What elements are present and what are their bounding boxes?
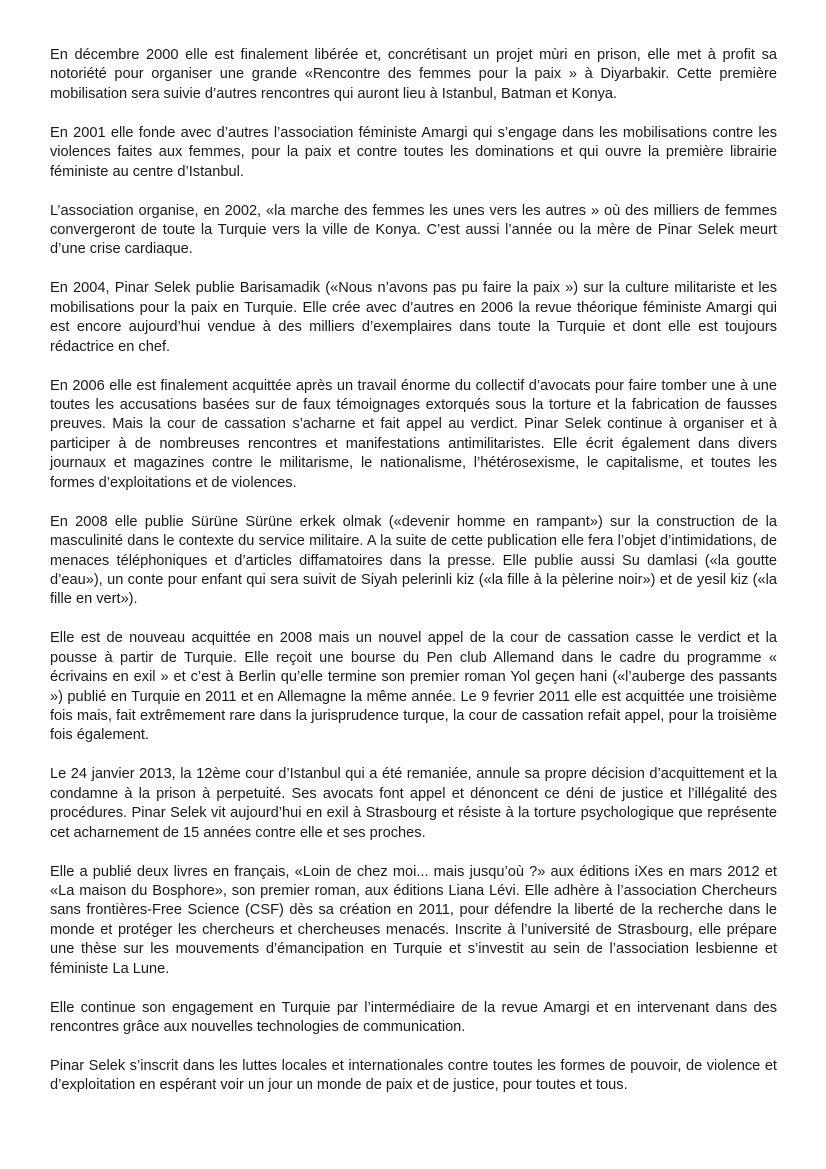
paragraph-2008-publications: En 2008 elle publie Sürüne Sürüne erkek olmak («devenir homme en rampant») sur la construction de la masculinité dans le contexte du service militaire. A la suite de cette publication elle fera l’objet d’intimidations, de menaces téléphoniques et d’articles diffamatoires dans la presse. Elle publie aussi Su damlasi («la goutte d’eau»), un conte pour enfant qui sera suivit de Siyah pelerinli kiz («la fille à la pèlerine noir») et de yesil kiz («la fille en vert»). — [50, 513, 777, 608]
document-page — [50, 46, 777, 1115]
paragraph-2008-exile: Elle est de nouveau acquittée en 2008 mais un nouvel appel de la cour de cassation casse le verdict et la pousse à partir de Turquie. Elle reçoit une bourse du Pen club Allemand dans le cadre du programme « écrivains en exil » et c’est à Berlin qu’elle termine son premier roman Yol geçen hani («l’auberge des passants ») publié en Turquie en 2011 et en Allemagne la même année. Le 9 fevrier 2011 elle est acquittée une troisième fois mais, fait extrêmement rare dans la jurisprudence turque, la cour de cassation refait appel, pour la troisième fois également. — [50, 630, 777, 744]
paragraph-engagement: Elle continue son engagement en Turquie par l’intermédiaire de la revue Amargi et en intervenant dans des rencontres grâce aux nouvelles technologies de communication. — [50, 999, 777, 1035]
paragraph-french-books: Elle a publié deux livres en français, «Loin de chez moi... mais jusqu’où ?» aux éditions iXes en mars 2012 et «La maison du Bosphore», son premier roman, aux éditions Liana Lévi. Elle adhère à l’association Chercheurs sans frontières-Free Science (CSF) dès sa création en 2011, pour défendre la liberté de la recherche dans le monde et protéger les chercheurs et chercheuses menacés. Inscrite à l’université de Strasbourg, elle prépare une thèse sur les mouvements d’émancipation en Turquie et s’investit au sein de l’association lesbienne et féministe La Lune. — [50, 863, 777, 977]
paragraph-2001-amargi: En 2001 elle fonde avec d’autres l’association féministe Amargi qui s’engage dans les mobilisations contre les violences faites aux femmes, pour la paix et contre toutes les dominations et qui ouvre la première librairie féministe au centre d’Istanbul. — [50, 124, 777, 180]
paragraph-2002-march: L’association organise, en 2002, «la marche des femmes les unes vers les autres » où des milliers de femmes convergeront de toute la Turquie vers la ville de Konya. C’est aussi l’année ou la mère de Pinar Selek meurt d’une crise cardiaque. — [50, 202, 777, 258]
paragraph-2013-sentence: Le 24 janvier 2013, la 12ème cour d’Istanbul qui a été remaniée, annule sa propre décision d’acquittement et la condamne à la prison à perpetuité. Ses avocats font appel et dénoncent ce déni de justice et l’illégalité des procédures. Pinar Selek vit aujourd’hui en exil à Strasbourg et résiste à la torture psychologique que représente cet acharnement de 15 années contre elle et ses proches. — [50, 766, 777, 841]
paragraph-2004-barisamadik: En 2004, Pinar Selek publie Barisamadik («Nous n’avons pas pu faire la paix ») sur la culture militariste et les mobilisations pour la paix en Turquie. Elle crée avec d’autres en 2006 la revue théorique féministe Amargi qui est encore aujourd’hui vendue à des milliers d’exemplaires dans toute la Turquie et dont elle est toujours rédactrice en chef. — [50, 280, 777, 355]
paragraph-conclusion: Pinar Selek s’inscrit dans les luttes locales et internationales contre toutes les formes de pouvoir, de violence et d’exploitation en espérant voir un jour un monde de paix et de justice, pour toutes et tous. — [50, 1058, 777, 1094]
paragraph-2006-acquittal: En 2006 elle est finalement acquittée après un travail énorme du collectif d’avocats pour faire tomber une à une toutes les accusations basées sur de faux témoignages extorqués sous la torture et la fabrication de fausses preuves. Mais la cour de cassation s’acharne et fait appel au verdict. Pinar Selek continue à organiser et à participer à de nombreuses rencontres et manifestations antimilitaristes. Elle écrit également dans divers journaux et magazines contre le militarisme, le nationalisme, l’hétérosexisme, le capitalisme, et toutes les formes d’exploitations et de violences. — [50, 377, 777, 491]
paragraph-2000-release: En décembre 2000 elle est finalement libérée et, concrétisant un projet mùri en prison, elle met à profit sa notoriété pour organiser une grande «Rencontre des femmes pour la paix » à Diyarbakir. Cette première mobilisation sera suivie d’autres rencontres qui auront lieu à Istanbul, Batman et Konya. — [50, 47, 777, 102]
